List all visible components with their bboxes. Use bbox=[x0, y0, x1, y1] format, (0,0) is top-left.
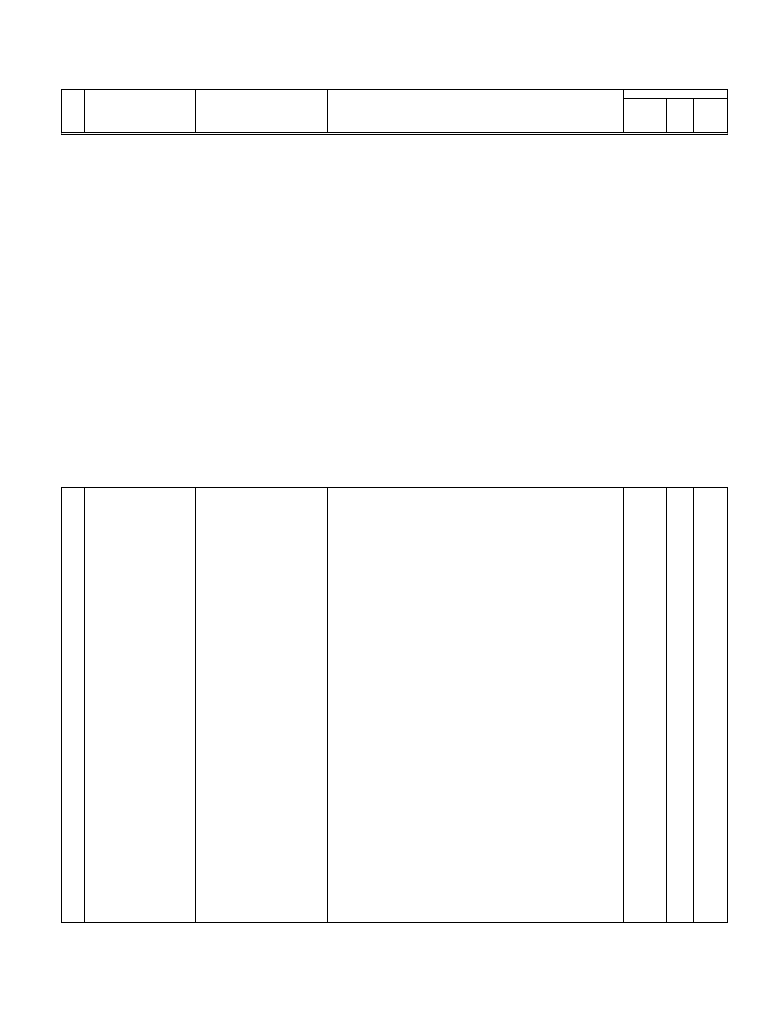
table-header bbox=[61, 89, 728, 135]
question-table bbox=[61, 487, 728, 923]
